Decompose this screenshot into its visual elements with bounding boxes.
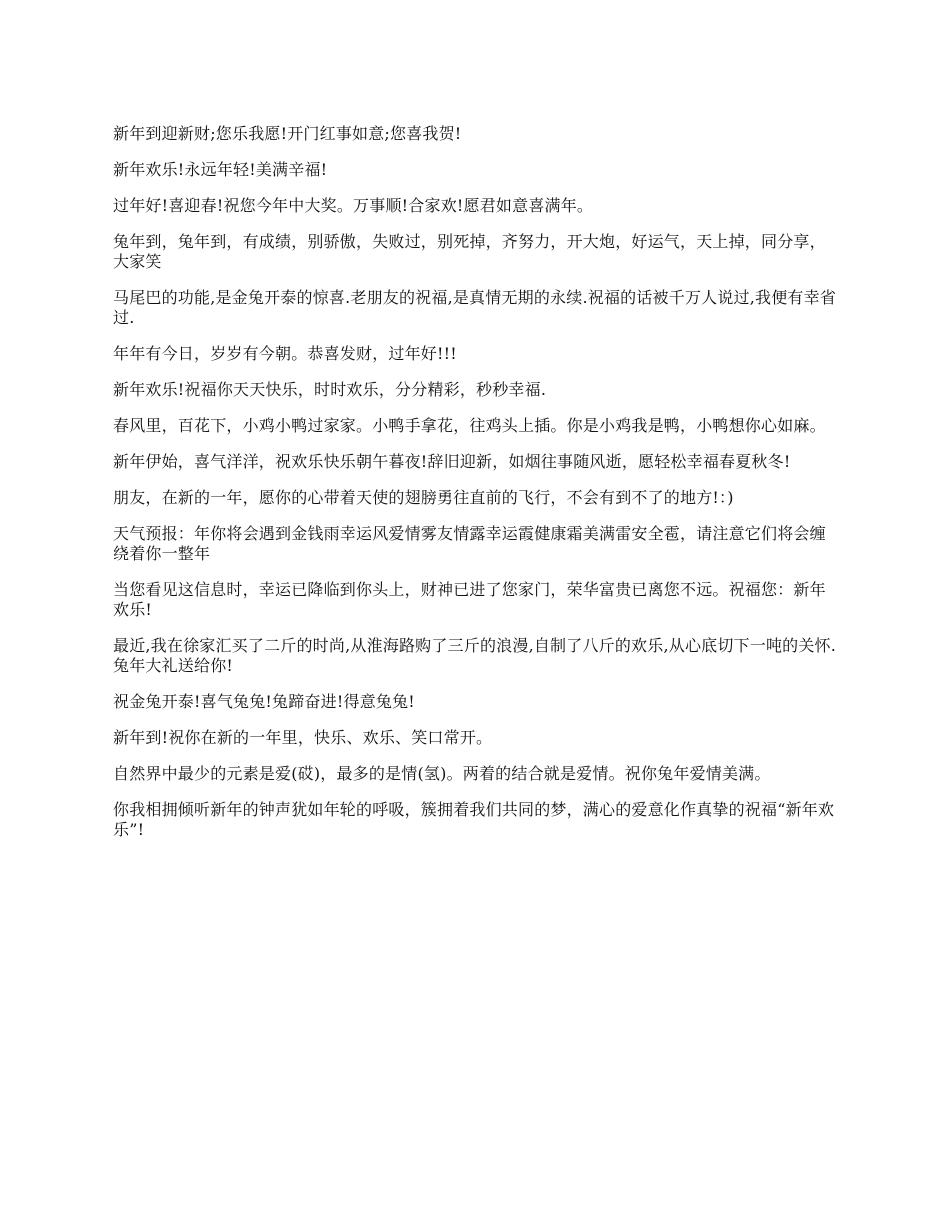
paragraph-11: 天气预报：年你将会遇到金钱雨幸运风爱情雾友情露幸运霞健康霜美满雷安全雹，请注意它们将会缠绕着你一整年 <box>113 524 826 563</box>
paragraph-14: 祝金兔开泰!喜气兔兔!兔蹄奋进!得意兔兔! <box>113 692 415 711</box>
paragraph-17: 你我相拥倾听新年的钟声犹如年轮的呼吸，簇拥着我们共同的梦，满心的爱意化作真挚的祝福“新年欢乐”! <box>113 800 835 839</box>
paragraph-6: 年年有今日，岁岁有今朝。恭喜发财，过年好!!! <box>113 344 457 363</box>
paragraph-15: 新年到!祝你在新的一年里，快乐、欢乐、笑口常开。 <box>113 728 493 747</box>
paragraph-12: 当您看见这信息时，幸运已降临到你头上，财神已进了您家门，荣华富贵已离您不远。祝福您：新年欢乐! <box>113 580 826 619</box>
paragraph-8: 春风里，百花下，小鸡小鸭过家家。小鸭手拿花，往鸡头上插。你是小鸡我是鸭，小鸭想你心如麻。 <box>113 416 826 435</box>
paragraph-2: 新年欢乐!永远年轻!美满辛福! <box>113 160 328 179</box>
paragraph-4: 兔年到，兔年到，有成绩，别骄傲，失败过，别死掉，齐努力，开大炮，好运气，天上掉，同分享，大家笑 <box>113 232 826 271</box>
paragraph-13: 最近,我在徐家汇买了二斤的时尚,从淮海路购了三斤的浪漫,自制了八斤的欢乐,从心底切下一吨的关怀.兔年大礼送给你! <box>113 636 837 675</box>
paragraph-9: 新年伊始，喜气洋洋，祝欢乐快乐朝午暮夜!辞旧迎新，如烟往事随风逝，愿轻松幸福春夏秋冬! <box>113 452 791 471</box>
paragraph-1: 新年到迎新财;您乐我愿!开门红事如意;您喜我贺! <box>113 124 462 143</box>
paragraph-5: 马尾巴的功能,是金兔开泰的惊喜.老朋友的祝福,是真情无期的永续.祝福的话被千万人说过,我便有幸省过. <box>113 288 837 327</box>
paragraph-3: 过年好!喜迎春!祝您今年中大奖。万事顺!合家欢!愿君如意喜满年。 <box>113 196 594 215</box>
paragraph-7: 新年欢乐!祝福你天天快乐，时时欢乐，分分精彩，秒秒幸福. <box>113 380 547 399</box>
paragraph-16: 自然界中最少的元素是爱(砹)，最多的是情(氢)。两着的结合就是爱情。祝你兔年爱情美满。 <box>113 764 771 783</box>
paragraph-10: 朋友，在新的一年，愿你的心带着天使的翅膀勇往直前的飞行，不会有到不了的地方!：) <box>113 488 734 507</box>
document-body <box>113 124 840 856</box>
